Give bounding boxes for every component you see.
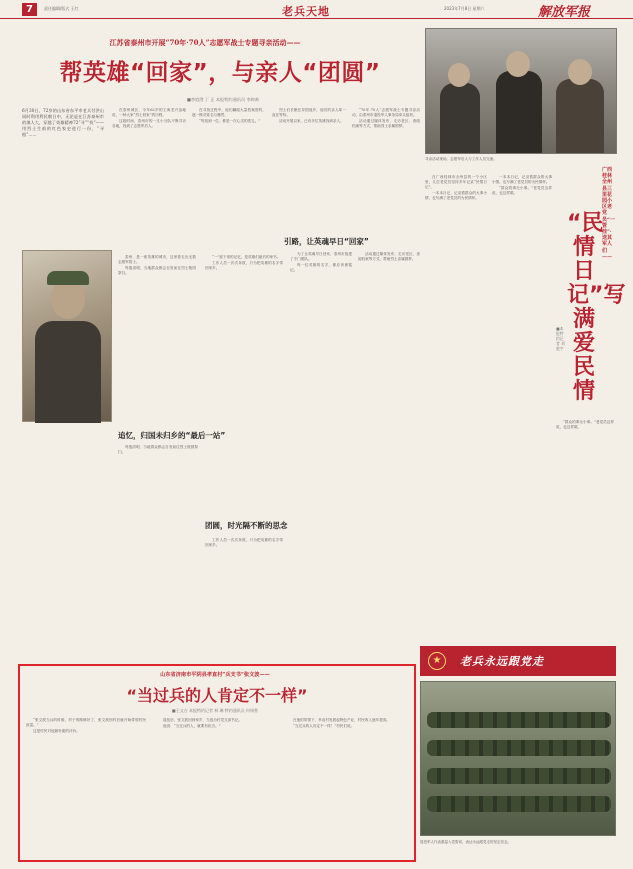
bottom-byline: ■王文吉 本报特约记者 林 琳 特约通讯员 何锡香	[171, 708, 259, 713]
paragraph: 工作人员一次次奔波，只为把英雄的名字带回家乡。	[205, 538, 283, 547]
veteran-photo	[22, 250, 112, 422]
bottom-headline: “当过兵的人肯定不一样”	[126, 686, 308, 705]
party-emblem-icon: ★	[428, 652, 446, 670]
paragraph: 活动通过媒体发布、走访老区、查阅档案等方式，帮助烈士亲属圆梦。	[358, 252, 420, 261]
paragraph: 在寻找过程中，他们翻阅大量档案资料，逐一核对姓名与籍贯。	[192, 108, 266, 117]
side-column-2	[492, 175, 552, 640]
meeting-photo	[425, 28, 617, 154]
side-column-3	[556, 420, 614, 640]
paragraph: 活动通过媒体发布、走访老区、查阅档案等方式，帮助烈士亲属圆梦。	[352, 119, 420, 128]
side-kicker: 广西桂林全州县三里花园小区老党员“一管挂”·送其军人们——	[602, 167, 615, 260]
page-number: 7	[22, 3, 37, 16]
side-byline: ■本报特约记者 刘庭宇	[556, 326, 565, 351]
paragraph: 这是村民对他最朴素的评价。	[33, 729, 80, 733]
feature-lower-mid	[205, 255, 283, 515]
feature-lower-left	[118, 255, 196, 425]
feature-lower-left-2	[118, 445, 198, 655]
column-banner-title: 老兵永远跟党走	[460, 655, 544, 668]
paragraph: 在广西桂林市全州县的一个小区里，几位老党员坚持多年记录“民情日记”。	[425, 175, 487, 189]
paragraph: 工作人员一次次奔波，只为把英雄的名字带回家乡。	[205, 261, 283, 270]
subhead-memory: 追忆，归国未归乡的“最后一站”	[118, 431, 226, 440]
masthead	[0, 0, 633, 19]
subhead-guide: 引路，让英魂早日“回家”	[284, 237, 369, 246]
feature-column-1	[112, 108, 186, 248]
bottom-column-3	[286, 718, 408, 858]
feature-lower-right-2	[358, 252, 420, 652]
feature-column-3	[272, 108, 346, 248]
bottom-column-1	[26, 718, 146, 858]
editor-meta: 责任编辑/版式 王红	[44, 6, 79, 11]
feature-kicker: 江苏省泰州市开展“70年·70人”志愿军战士专题寻亲活动——	[109, 38, 301, 47]
column-banner	[420, 646, 616, 676]
paragraph: 退伍后，张文波回到家乡，当选为村党支部书记。	[163, 718, 243, 722]
feature-lower-right	[290, 252, 352, 652]
paragraph: 在泰州城区，今年62岁的王海龙兴奋地说，一种大家“烈士回家”的历程。	[112, 108, 186, 117]
paragraph: 每逢清明，当地群众都会自发前往烈士陵园祭扫。	[118, 266, 196, 275]
troops-photo	[420, 681, 616, 836]
paragraph: “张文波当兵的时候，村子的路修好了，张文波回村后就开始带领村民致富。”	[26, 718, 146, 727]
subhead-reunion: 团圆，时光隔不断的思念	[205, 521, 288, 530]
issue-date: 2023年7月8日 星期六	[444, 6, 485, 11]
paragraph: 他说：“当过兵的人，就要有担当。”	[163, 724, 221, 728]
feature-byline: ■李庭澄 丁 正 本报特约通讯员 李帅帅	[186, 97, 260, 102]
paragraph: 一本本日记，记录着群众的大事小情，也写满了老党员的为民情怀。	[492, 175, 552, 184]
bottom-column-2	[156, 718, 276, 858]
side-headline: “民情日记”写满爱民情	[567, 211, 626, 404]
paragraph: “每找到一位，都是一次心灵的洗礼。”	[199, 119, 261, 123]
highlighted-article	[18, 664, 416, 862]
feature-headline: 帮英雄“回家”，与亲人“团圆”	[59, 60, 381, 86]
paragraph: 一本本日记，记录着群众的大事小情，也写满了老党员的为民情怀。	[425, 191, 487, 200]
bottom-kicker: 山东省济南市平阴县孝直村“兵支书”张文波——	[160, 672, 270, 678]
paragraph: 为了让英魂早日回家，泰州市组建了专门团队。	[290, 252, 352, 261]
paragraph: “群众的事无小事。”老党员这样说，也这样做。	[492, 186, 552, 195]
paragraph: 这段时间，泰州市的一支小分队不断寻访各地，找到了志愿军后人。	[112, 119, 186, 128]
meeting-caption: 寻亲活动现场，志愿军后人与工作人员交流。	[425, 157, 497, 161]
paper-name: 解放军报	[538, 5, 591, 20]
feature-column-4	[352, 108, 420, 248]
paragraph: 泰州，是一座英雄的城市，这里曾走出无数志愿军将士。	[118, 255, 196, 264]
paragraph: “当过兵的人肯定不一样！”村民们说。	[293, 724, 355, 728]
paragraph: “一”留下来的记忆，是英雄们最后的家书。	[212, 255, 281, 259]
feature-lower-mid-2	[205, 538, 283, 656]
paragraph: 烈士们长眠在异国他乡，他们的亲人却一直在等待。	[272, 108, 346, 117]
paragraph: 活动开展以来，已有多位英雄找到亲人。	[279, 119, 344, 123]
paragraph: 在他的带领下，孝直村发展起特色产业，村民收入逐年提高。	[293, 718, 391, 722]
paragraph: “群众的事无小事。”老党员这样说，也这样做。	[556, 420, 614, 429]
feature-column-2	[192, 108, 266, 248]
feature-intro: 6月30日，72岁的山东省东平市老兵付洪山同时利用利民朝日中，无论是在江苏泰州市的填人大，穿越了英雄精神72“寻”“找”——用烈士生前的红色家史进行一份，“寻根”……	[22, 108, 104, 137]
paragraph: “70年·70人”志愿军战士专题寻亲活动，由泰州市退役军人事务局牵头组织。	[352, 108, 420, 117]
paragraph: 每逢清明，当地群众都会自发前往烈士陵园祭扫。	[118, 445, 198, 454]
section-title: 老兵天地	[282, 5, 330, 18]
troops-caption: 退役军人代表重温入党誓词，表达永远跟党走的坚定信念。	[420, 840, 511, 844]
side-column-1	[425, 175, 487, 640]
paragraph: 每一位英雄的名字，都应该被铭记。	[290, 263, 352, 272]
